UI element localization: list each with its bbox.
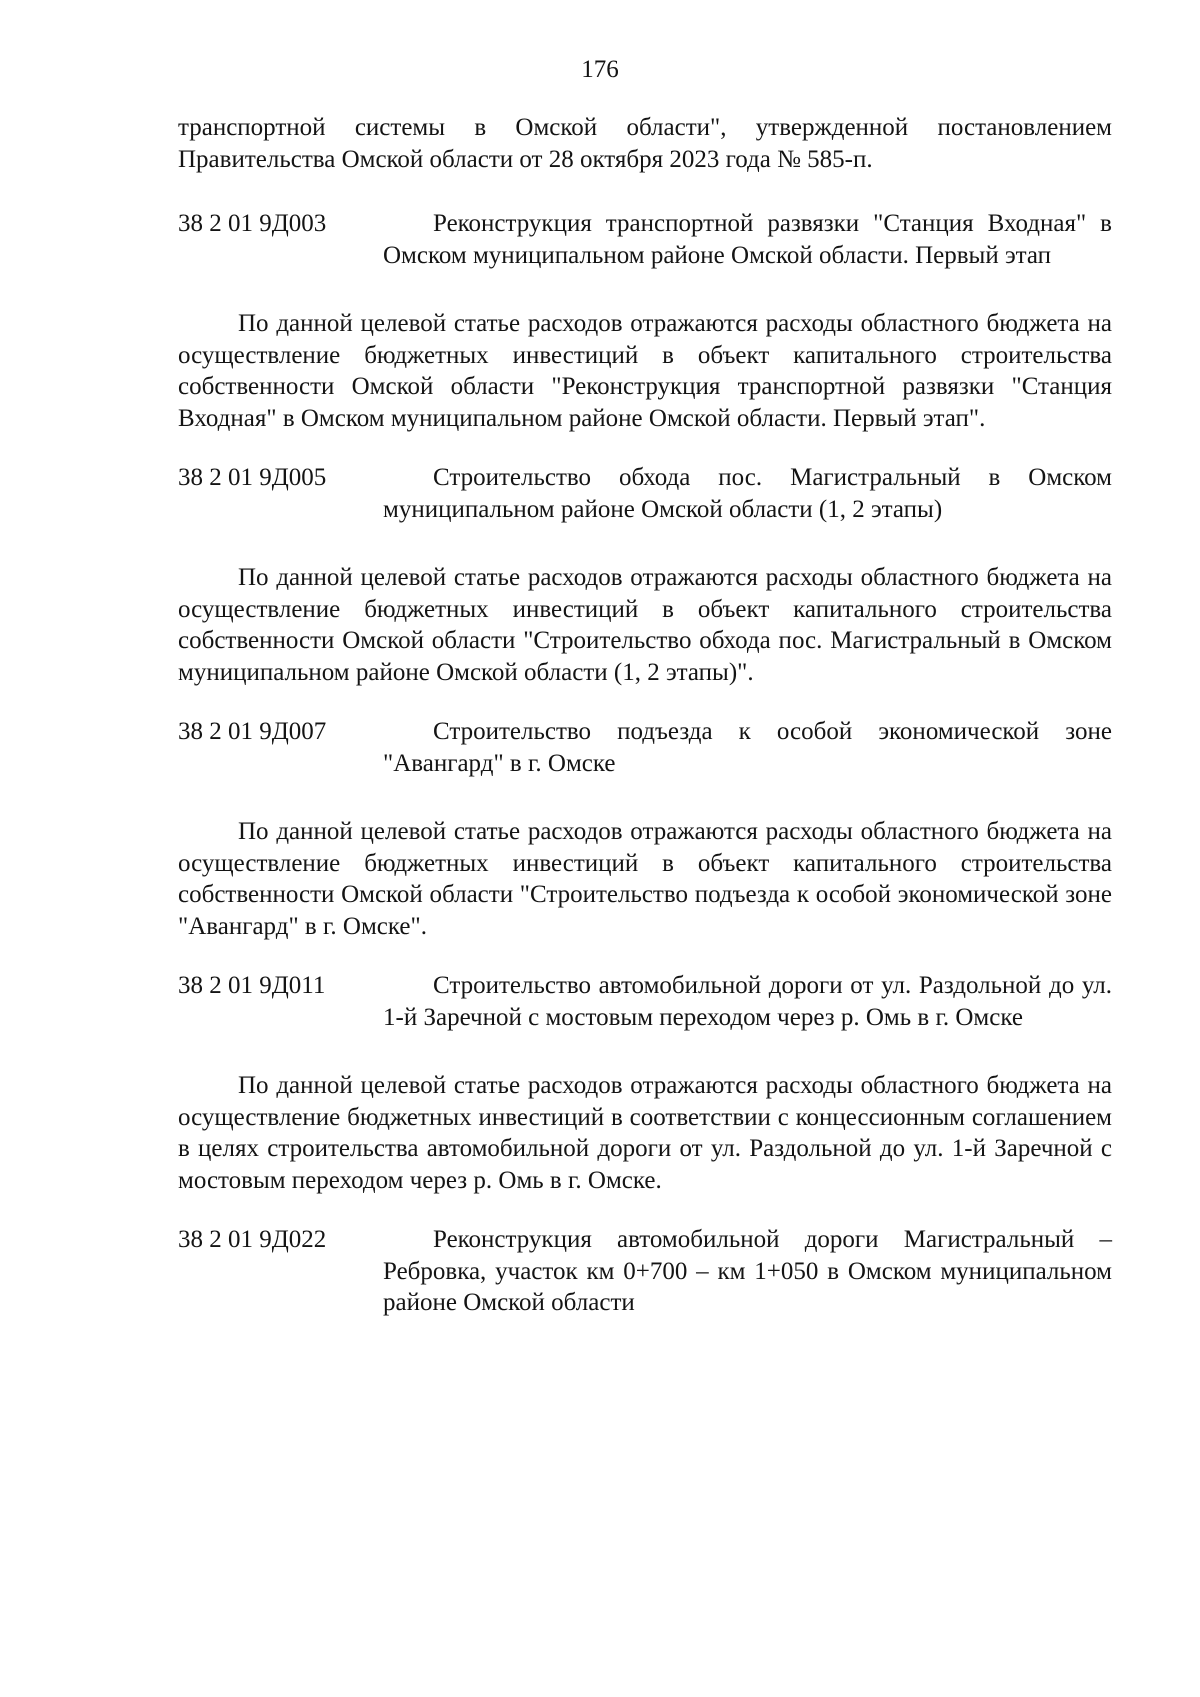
section-5 xyxy=(178,1224,1112,1319)
entry-code: 38 2 01 9Д005 xyxy=(178,464,327,491)
entry-title: Реконструкция транспортной развязки "Станция Входная" в Омском муниципальном районе Омской области. Первый этап xyxy=(383,210,1112,269)
budget-entry xyxy=(178,462,1112,525)
budget-entry xyxy=(178,970,1112,1033)
budget-entry xyxy=(178,208,1112,271)
entry-description: По данной целевой статье расходов отражаются расходы областного бюджета на осуществление бюджетных инвестиций в соответствии с концессионным соглашением в целях строительства автомобильной дороги от ул. Раздольной до ул. 1-й Заречной с мостовым переходом через р. Омь в г. Омске. xyxy=(178,1072,1112,1194)
entry-description: По данной целевой статье расходов отражаются расходы областного бюджета на осуществление бюджетных инвестиций в объект капитального строительства собственности Омской области "Реконструкция транспортной развязки "Станция Входная" в Омском муниципальном районе Омской области. Первый этап". xyxy=(178,310,1112,432)
entry-description: По данной целевой статье расходов отражаются расходы областного бюджета на осуществление бюджетных инвестиций в объект капитального строительства собственности Омской области "Строительство подъезда к особой экономической зоне "Авангард" в г. Омске". xyxy=(178,818,1112,940)
entry-code: 38 2 01 9Д022 xyxy=(178,1226,327,1253)
entry-code: 38 2 01 9Д011 xyxy=(178,972,326,999)
entry-description: По данной целевой статье расходов отражаются расходы областного бюджета на осуществление бюджетных инвестиций в объект капитального строительства собственности Омской области "Строительство обхода пос. Магистральный в Омском муниципальном районе Омской области (1, 2 этапы)". xyxy=(178,564,1112,686)
entry-code: 38 2 01 9Д007 xyxy=(178,718,327,745)
budget-entry xyxy=(178,716,1112,779)
entry-title: Строительство подъезда к особой экономической зоне "Авангард" в г. Омске xyxy=(383,718,1112,777)
section-1 xyxy=(178,208,1112,434)
entry-title: Реконструкция автомобильной дороги Магистральный – Ребровка, участок км 0+700 – км 1+050 в Омском муниципальном районе Омской области xyxy=(383,1226,1112,1316)
document-content xyxy=(178,112,1112,1356)
entry-title: Строительство обхода пос. Магистральный в Омском муниципальном районе Омской области (1, 2 этапы) xyxy=(383,464,1112,523)
entry-code: 38 2 01 9Д003 xyxy=(178,210,327,237)
intro-paragraph: транспортной системы в Омской области", утвержденной постановлением Правительства Омской области от 28 октября 2023 года № 585-п. xyxy=(178,114,1112,173)
page-number: 176 xyxy=(581,56,619,83)
section-2 xyxy=(178,462,1112,688)
entry-title: Строительство автомобильной дороги от ул. Раздольной до ул. 1-й Заречной с мостовым переходом через р. Омь в г. Омске xyxy=(383,972,1112,1031)
budget-entry xyxy=(178,1224,1112,1319)
section-3 xyxy=(178,716,1112,942)
section-4 xyxy=(178,970,1112,1196)
